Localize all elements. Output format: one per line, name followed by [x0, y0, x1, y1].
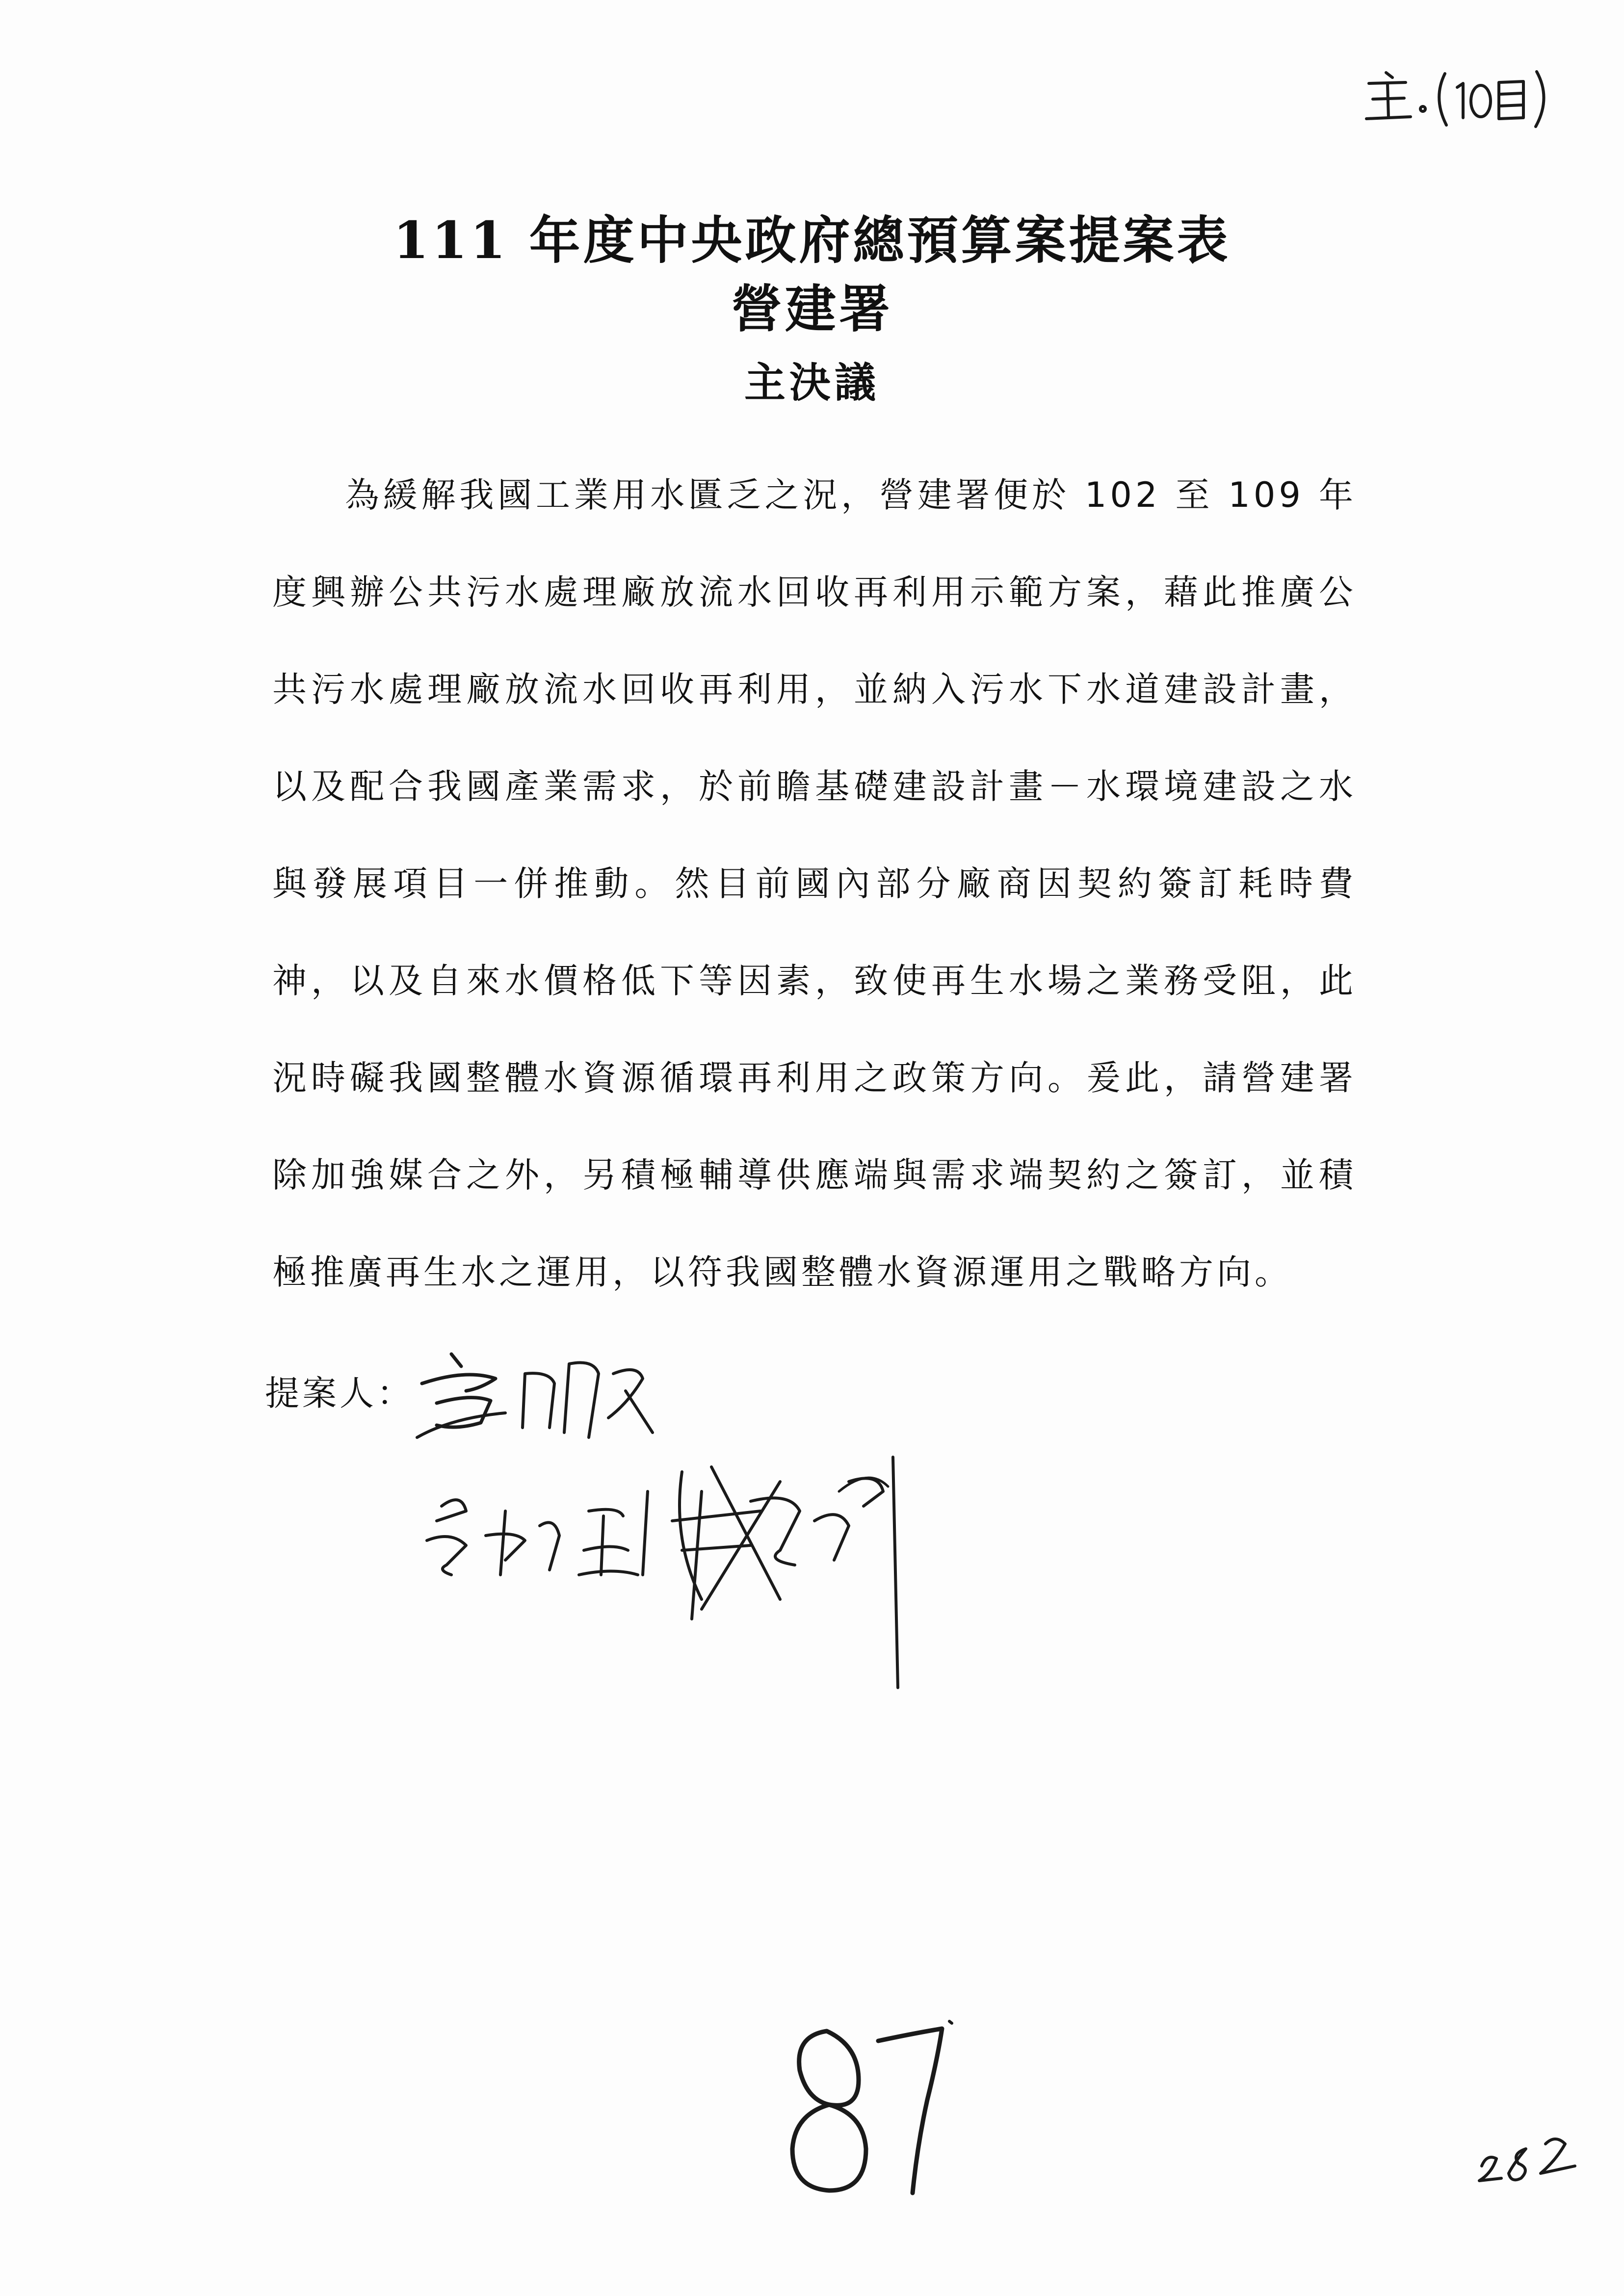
proposer-signatures [407, 1344, 1021, 1737]
proposer-label: 提案人： [265, 1373, 414, 1413]
corner-annotation [1359, 64, 1555, 132]
section-heading: 主決議 [744, 358, 880, 407]
signature-3 [672, 1457, 898, 1688]
agency-name: 營建署 [731, 279, 893, 339]
resolution-paragraph: 為緩解我國工業用水匱乏之況，營建署便於 102 至 109 年度興辦公共污水處理廠放流水回收再利用示範方案，藉此推廣公共污水處理廠放流水回收再利用，並納入污水下水道建設計畫，以及配合我國產業需求，於前瞻基礎建設計畫－水環境建設之水與發展項目一併推動。然目前國內部分廠商因契約簽訂耗時費神，以及自來水價格低下等因素，致使再生水場之業務受阻，此況時礙我國整體水資源循環再利用之政策方向。爰此，請營建署除加強媒合之外，另積極輔導供應端與需求端契約之簽訂，並積極推廣再生水之運用，以符我國整體水資源運用之戰略方向。 [272, 475, 1357, 1292]
signature-1 [417, 1354, 653, 1437]
handwritten-stamp-number [1472, 2119, 1599, 2193]
signature-2 [427, 1491, 648, 1575]
handwritten-page-number [780, 2016, 967, 2203]
document-title: 111 年度中央政府總預算案提案表 [393, 210, 1231, 270]
